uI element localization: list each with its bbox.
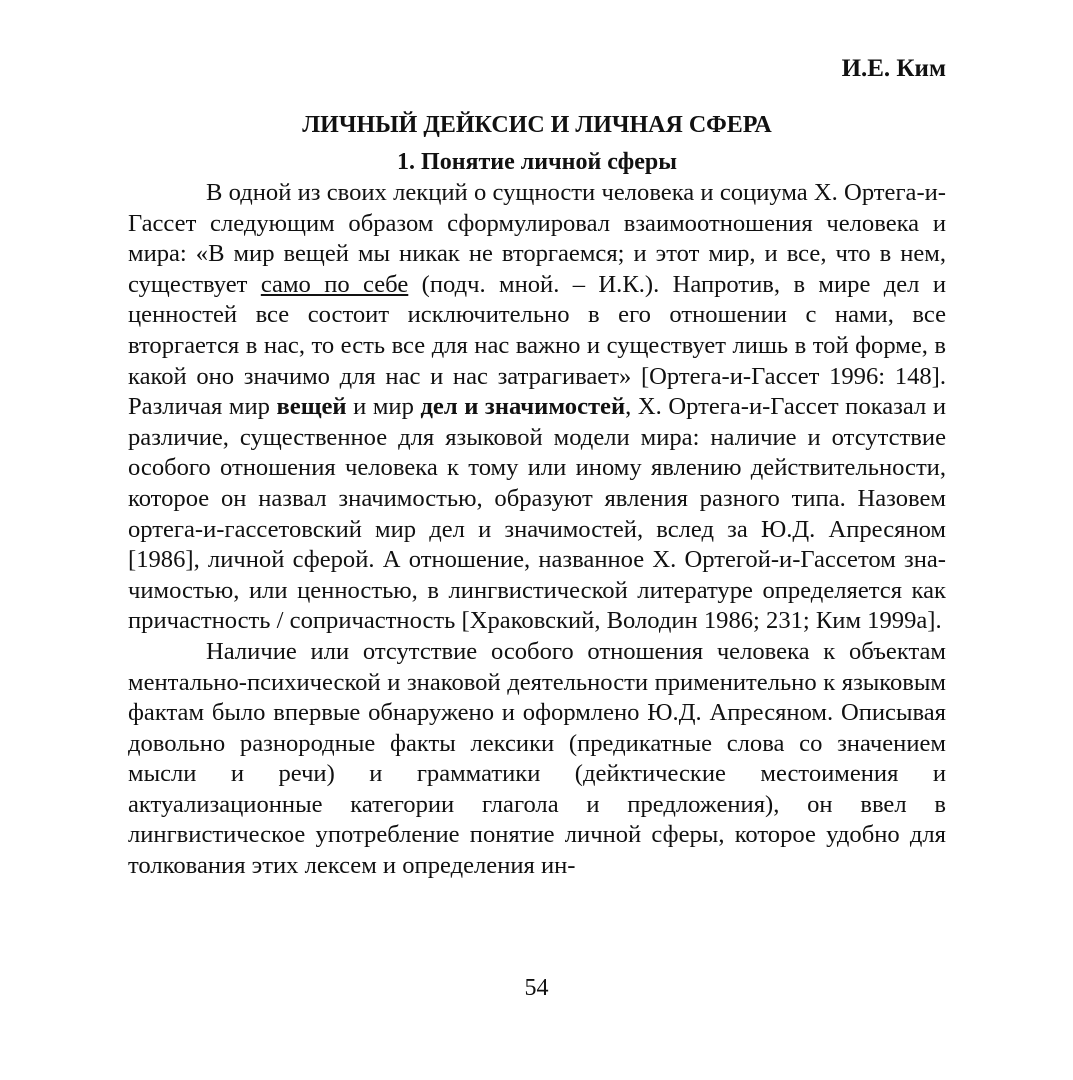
paragraph-1-text-3: и мир — [346, 393, 421, 421]
page-body — [128, 52, 946, 882]
paragraph-1-text-1: В одной из своих лекций о сущности человека и социума Х. Ортега-и-Гассет следующим образом сформулировал взаимоотношения человека и мира: «В мир вещей мы никак не вторгаемся; и этот мир, и все, что в нем, существует — [128, 179, 946, 298]
bold-term-deeds: дел и значимостей — [420, 393, 626, 421]
page-number: 54 — [524, 975, 549, 1001]
author-name: И.Е. Ким — [841, 55, 946, 82]
paragraph-2: Наличие или отсутствие особого отношения человека к объектам ментально-психической и знаковой деятельности применительно к языковым фактам было впервые обнаружено и оформлено Ю.Д. Апресяном. Описывая довольно разнородные факты лексики (предикатные слова со значением мысли и речи) и грамматики (дейктические местоимения и актуализационные категории глагола и предложения), он ввел в лингвистическое употребление понятие личной сферы, которое удобно для толкования этих лексем и определения ин- — [128, 637, 946, 880]
underlined-phrase: само по себе — [260, 270, 409, 298]
paragraph-1-text-2: (подч. мной. – И.К.). Напротив, в мире дел и ценностей все состоит исключительно в его отношении с нами, все вторгается в нас, то есть все для нас важно и существует лишь в той форме, в какой оно значимо для нас и нас затрагивает» [Ортега-и-Гассет 1996: 148]. Различая мир — [128, 270, 947, 421]
bold-term-things: вещей — [276, 393, 347, 421]
paragraph-1 — [128, 178, 946, 637]
article-title: ЛИЧНЫЙ ДЕЙКСИС И ЛИЧНАЯ СФЕРА — [302, 112, 772, 138]
section-title: 1. Понятие личной сферы — [397, 149, 677, 175]
paragraph-1-text-4: , Х. Ортега-и-Гассет показал и различие, существенное для языковой модели мира: наличие и отсутствие особого отношения человека к тому или иному явлению действительности, которое он назвал значимостью, образуют явления разного типа. Назовем ортега-и-гассетовский мир дел и значимостей, вслед за Ю.Д. Апресяном [1986], личной сферой. А отношение, названное Х. Ортегой-и-Гассетом значимостью, или ценностью, в лингвистической литературе определяется как причастность / сопричастность [Храковский, Володин 1986; 231; Ким 1999а]. — [128, 393, 946, 635]
